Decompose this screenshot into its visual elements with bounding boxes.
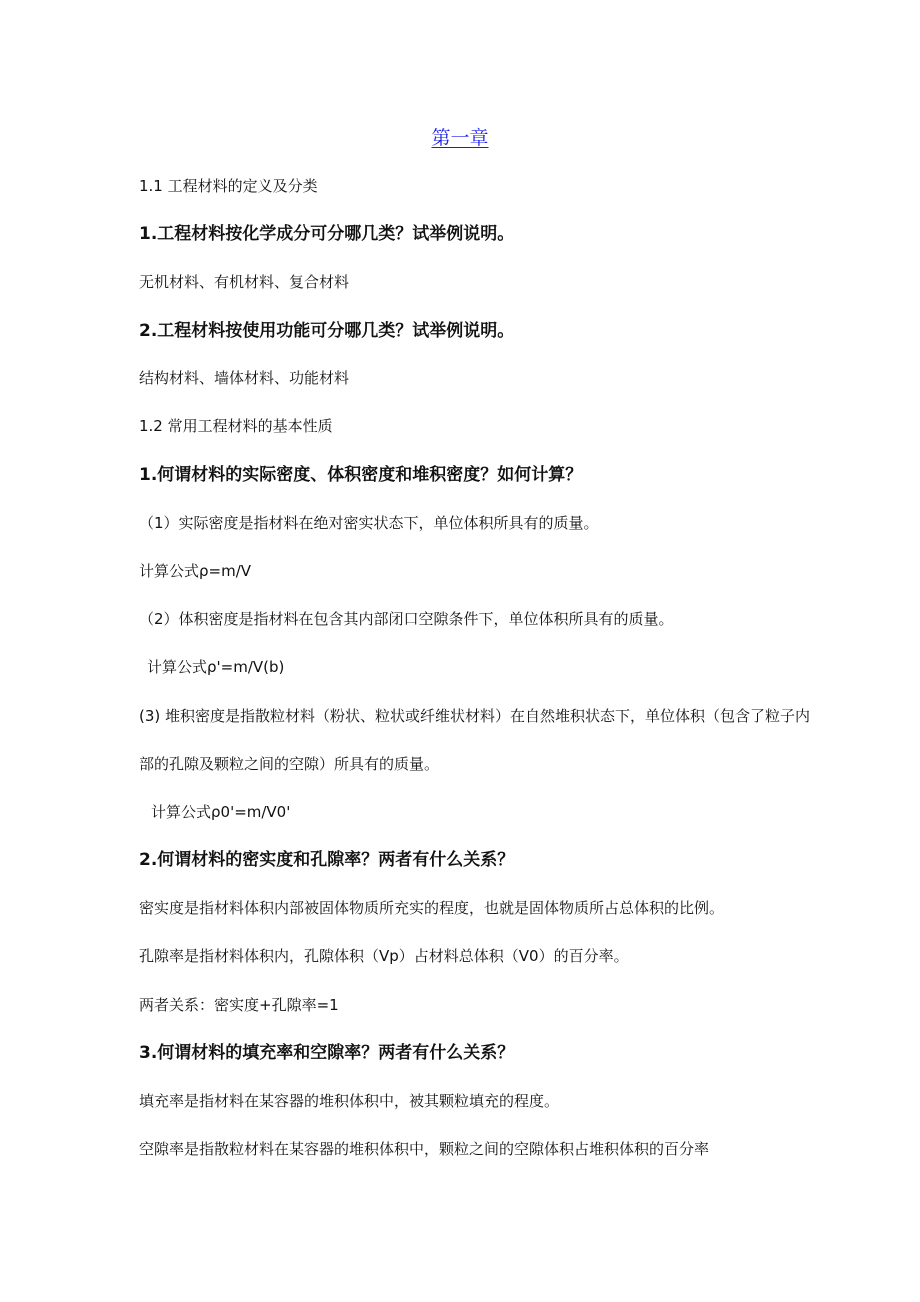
answer-text: 结构材料、墙体材料、功能材料 bbox=[139, 369, 350, 387]
chapter-title-link[interactable]: 第一章 bbox=[431, 127, 489, 149]
question-heading: 1.工程材料按化学成分可分哪几类？试举例说明。 bbox=[139, 224, 515, 244]
answer-text: 部的孔隙及颗粒之间的空隙）所具有的质量。 bbox=[139, 755, 440, 773]
formula-text: 计算公式ρ'=m/V(b) bbox=[147, 658, 285, 676]
question-heading: 3.何谓材料的填充率和空隙率？两者有什么关系？ bbox=[139, 1043, 515, 1063]
answer-text: 密实度是指材料体积内部被固体物质所充实的程度，也就是固体物质所占总体积的比例。 bbox=[139, 899, 725, 917]
answer-text: （2）体积密度是指材料在包含其内部闭口空隙条件下，单位体积所具有的质量。 bbox=[139, 610, 674, 628]
answer-text: 填充率是指材料在某容器的堆积体积中，被其颗粒填充的程度。 bbox=[139, 1092, 560, 1110]
formula-text: 计算公式ρ0'=m/V0' bbox=[151, 803, 291, 821]
answer-text: 无机材料、有机材料、复合材料 bbox=[139, 273, 350, 291]
answer-text: （1）实际密度是指材料在绝对密实状态下，单位体积所具有的质量。 bbox=[139, 514, 599, 532]
formula-text: 计算公式ρ=m/V bbox=[139, 562, 252, 580]
question-heading: 1.何谓材料的实际密度、体积密度和堆积密度？如何计算？ bbox=[139, 465, 583, 485]
section-heading-1-2: 1.2 常用工程材料的基本性质 bbox=[139, 417, 333, 435]
answer-text: 空隙率是指散粒材料在某容器的堆积体积中，颗粒之间的空隙体积占堆积体积的百分率 bbox=[139, 1140, 710, 1158]
answer-text: (3) 堆积密度是指散粒材料（粉状、粒状或纤维状材料）在自然堆积状态下，单位体积（包含了粒子内 bbox=[139, 707, 811, 725]
question-heading: 2.工程材料按使用功能可分哪几类？试举例说明。 bbox=[139, 321, 515, 341]
chapter-title bbox=[0, 125, 920, 151]
question-heading: 2.何谓材料的密实度和孔隙率？两者有什么关系？ bbox=[139, 850, 515, 870]
answer-text: 孔隙率是指材料体积内，孔隙体积（Vp）占材料总体积（V0）的百分率。 bbox=[139, 947, 629, 965]
answer-text: 两者关系：密实度+孔隙率=1 bbox=[139, 996, 339, 1014]
section-heading-1-1: 1.1 工程材料的定义及分类 bbox=[139, 177, 318, 195]
